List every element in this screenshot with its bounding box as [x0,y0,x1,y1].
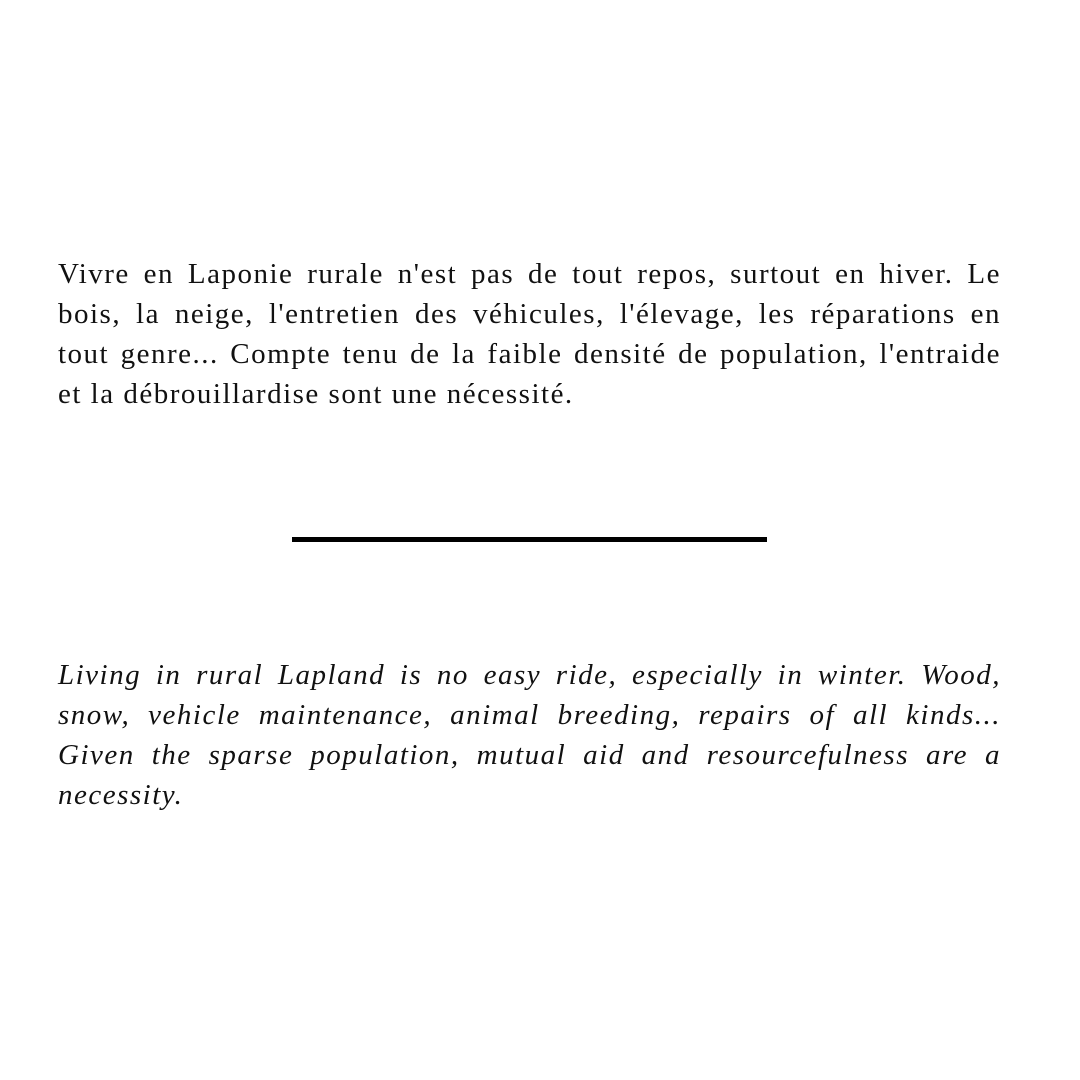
divider-line [292,537,767,542]
english-paragraph: Living in rural Lapland is no easy ride, especially in winter. Wood, snow, vehicle maintenance, animal breeding, repairs of all kinds... Given the sparse population, mutual aid and resourcefulness are a necessity. [58,659,1001,811]
french-paragraph: Vivre en Laponie rurale n'est pas de tout repos, surtout en hiver. Le bois, la neige, l'entretien des véhicules, l'élevage, les réparations en tout genre... Compte tenu de la faible densité de population, l'entraide et la débrouillardise sont une nécessité. [58,258,1001,410]
